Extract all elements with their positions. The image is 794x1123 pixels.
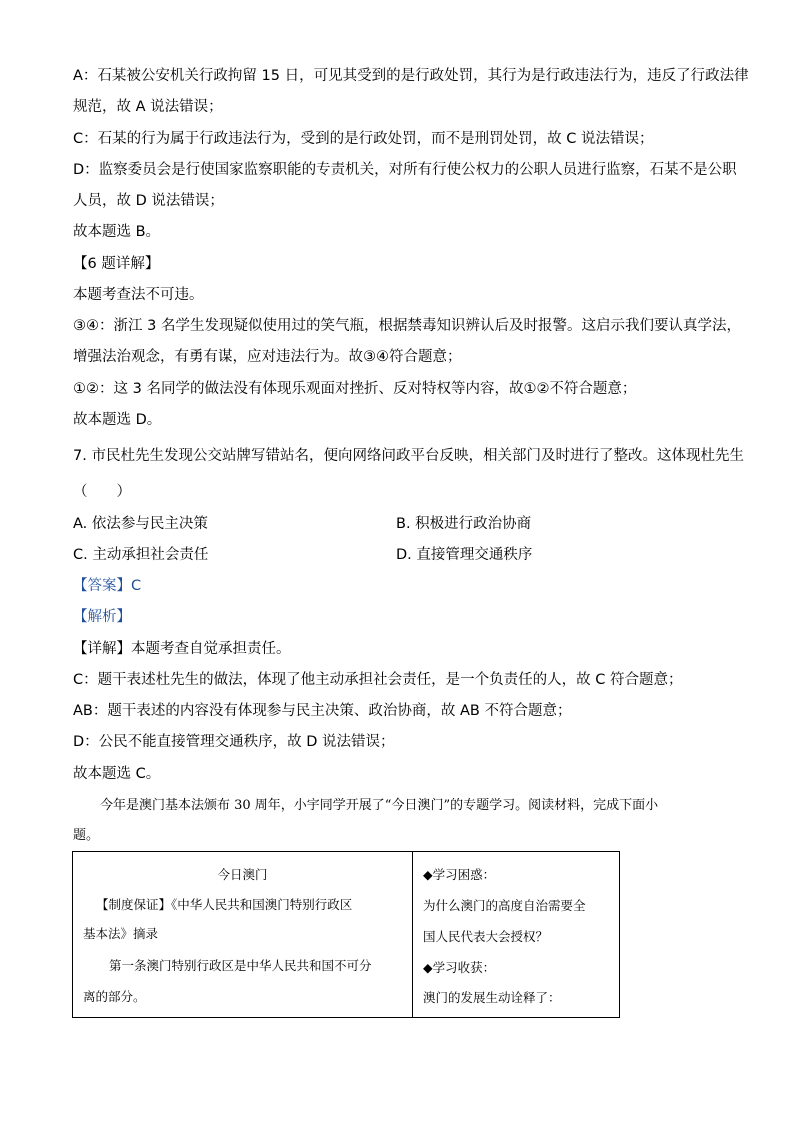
answer-explanation-d-line1: D：监察委员会是行使国家监察职能的专责机关，对所有行使公权力的公职人员进行监察，石某不是公职	[73, 162, 737, 178]
table-right-line3: 国人民代表大会授权？	[423, 929, 549, 944]
table-divider	[412, 852, 413, 1017]
q6-explanation-34-line2: 增强法治观念，有勇有谋，应对违法行为。故③④符合题意；	[73, 349, 462, 365]
table-left-line3: 第一条澳门特别行政区是中华人民共和国不可分	[109, 958, 372, 973]
q6-conclusion: 故本题选 D。	[73, 412, 162, 428]
material-intro-line1: 今年是澳门基本法颁布 30 周年，小宇同学开展了“今日澳门”的专题学习。阅读材料，完成下面小	[100, 798, 659, 813]
answer-line	[73, 576, 723, 596]
table-left-line4: 离的部分。	[83, 989, 146, 1004]
analysis-label: 【解析】	[73, 609, 131, 625]
q6-explanation-12: ①②：这 3 名同学的做法没有体现乐观面对挫折、反对特权等内容，故①②不符合题意；	[73, 381, 637, 397]
question-7-stem: 7. 市民杜先生发现公交站牌写错站名，便向网络问政平台反映，相关部门及时进行了整改。这体现杜先生	[73, 448, 744, 464]
q7-conclusion: 故本题选 C。	[73, 766, 161, 782]
answer-explanation-a-line1: A：石某被公安机关行政拘留 15 日，可见其受到的是行政处罚，其行为是行政违法行为，违反了行政法律	[73, 68, 749, 84]
table-left-title: 今日澳门	[217, 867, 268, 882]
material-table	[72, 851, 620, 1018]
option-a: A. 依法参与民主决策	[73, 516, 208, 532]
material-intro-line2: 题。	[73, 828, 100, 843]
table-right-line2: 为什么澳门的高度自治需要全	[423, 898, 586, 913]
option-d: D. 直接管理交通秩序	[396, 547, 533, 563]
answer-explanation-a-line2: 规范，故 A 说法错误；	[73, 99, 223, 115]
analysis-line	[73, 607, 723, 627]
q6-detail-heading: 【6 题详解】	[73, 256, 160, 272]
option-b: B. 积极进行政治协商	[396, 516, 532, 532]
answer-conclusion-5: 故本题选 B。	[73, 224, 161, 240]
table-right-line5: 澳门的发展生动诠释了：	[423, 990, 561, 1005]
table-right-confusion-heading: ◆学习困惑：	[423, 867, 496, 882]
answer-explanation-d-line2: 人员，故 D 说法错误；	[73, 193, 224, 209]
q7-explanation-c: C：题干表述杜先生的做法，体现了他主动承担社会责任，是一个负责任的人，故 C 符合题意；	[73, 672, 683, 688]
option-c: C. 主动承担社会责任	[73, 547, 209, 563]
q6-topic: 本题考查法不可违。	[73, 287, 204, 303]
table-right-gain-heading: ◆学习收获：	[423, 960, 496, 975]
table-left-line1: 【制度保证】《中华人民共和国澳门特别行政区	[96, 897, 353, 912]
q7-explanation-ab: AB：题干表述的内容没有体现参与民主决策、政治协商，故 AB 不符合题意；	[73, 703, 572, 719]
question-7-blank: （ ）	[73, 484, 131, 500]
answer-explanation-c: C：石某的行为属于行政违法行为，受到的是行政处罚，而不是刑罚处罚，故 C 说法错误；	[73, 131, 654, 147]
q6-explanation-34-line1: ③④：浙江 3 名学生发现疑似使用过的笑气瓶，根据禁毒知识辨认后及时报警。这启示我们要认真学法，	[73, 318, 741, 334]
answer-label: 【答案】C	[73, 578, 142, 594]
q7-explanation-d: D：公民不能直接管理交通秩序，故 D 说法错误；	[73, 734, 395, 750]
table-left-line2: 基本法》摘录	[83, 926, 159, 941]
q7-detail: 【详解】本题考查自觉承担责任。	[73, 641, 291, 657]
